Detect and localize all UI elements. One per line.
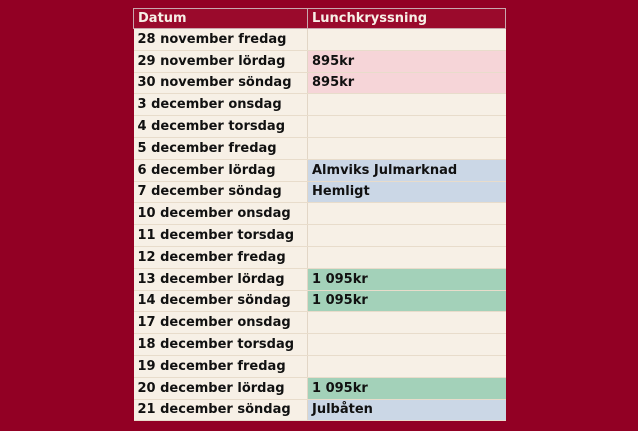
table-row: [134, 137, 506, 159]
table-row: [134, 159, 506, 181]
date-cell: 20 december lördag: [134, 377, 308, 399]
table-row: [134, 355, 506, 377]
lunch-cell: 895kr: [308, 72, 506, 94]
table-row: [134, 246, 506, 268]
date-cell: 4 december torsdag: [134, 116, 308, 138]
lunch-cell: 895kr: [308, 50, 506, 72]
date-cell: 10 december onsdag: [134, 203, 308, 225]
lunch-cell: [308, 355, 506, 377]
date-cell: 28 november fredag: [134, 29, 308, 51]
lunch-cell: [308, 334, 506, 356]
table-row: [134, 334, 506, 356]
date-cell: 14 december söndag: [134, 290, 308, 312]
header-date: Datum: [134, 9, 308, 29]
lunch-cell: Julbåten: [308, 399, 506, 421]
table-row: [134, 50, 506, 72]
date-cell: 21 december söndag: [134, 399, 308, 421]
table-row: [134, 268, 506, 290]
table-row: [134, 94, 506, 116]
date-cell: 3 december onsdag: [134, 94, 308, 116]
lunch-cell: [308, 203, 506, 225]
lunch-cell: [308, 29, 506, 51]
table-row: [134, 29, 506, 51]
table-row: [134, 181, 506, 203]
schedule-table: [133, 8, 506, 421]
lunch-cell: [308, 225, 506, 247]
table-row: [134, 312, 506, 334]
date-cell: 13 december lördag: [134, 268, 308, 290]
date-cell: 7 december söndag: [134, 181, 308, 203]
lunch-cell: Almviks Julmarknad: [308, 159, 506, 181]
lunch-cell: 1 095kr: [308, 290, 506, 312]
lunch-cell: [308, 246, 506, 268]
date-cell: 12 december fredag: [134, 246, 308, 268]
lunch-cell: 1 095kr: [308, 268, 506, 290]
date-cell: 19 december fredag: [134, 355, 308, 377]
table-row: [134, 72, 506, 94]
header-lunch: Lunchkryssning: [308, 9, 506, 29]
table-body: [134, 29, 506, 421]
date-cell: 17 december onsdag: [134, 312, 308, 334]
table-row: [134, 116, 506, 138]
date-cell: 29 november lördag: [134, 50, 308, 72]
date-cell: 5 december fredag: [134, 137, 308, 159]
lunch-cell: 1 095kr: [308, 377, 506, 399]
header-row: [134, 9, 506, 29]
lunch-cell: Hemligt: [308, 181, 506, 203]
lunch-cell: [308, 94, 506, 116]
lunch-cell: [308, 137, 506, 159]
table-row: [134, 399, 506, 421]
date-cell: 11 december torsdag: [134, 225, 308, 247]
date-cell: 6 december lördag: [134, 159, 308, 181]
table-row: [134, 225, 506, 247]
table-row: [134, 203, 506, 225]
table-row: [134, 377, 506, 399]
table-row: [134, 290, 506, 312]
date-cell: 30 november söndag: [134, 72, 308, 94]
lunch-cell: [308, 116, 506, 138]
date-cell: 18 december torsdag: [134, 334, 308, 356]
lunch-cell: [308, 312, 506, 334]
